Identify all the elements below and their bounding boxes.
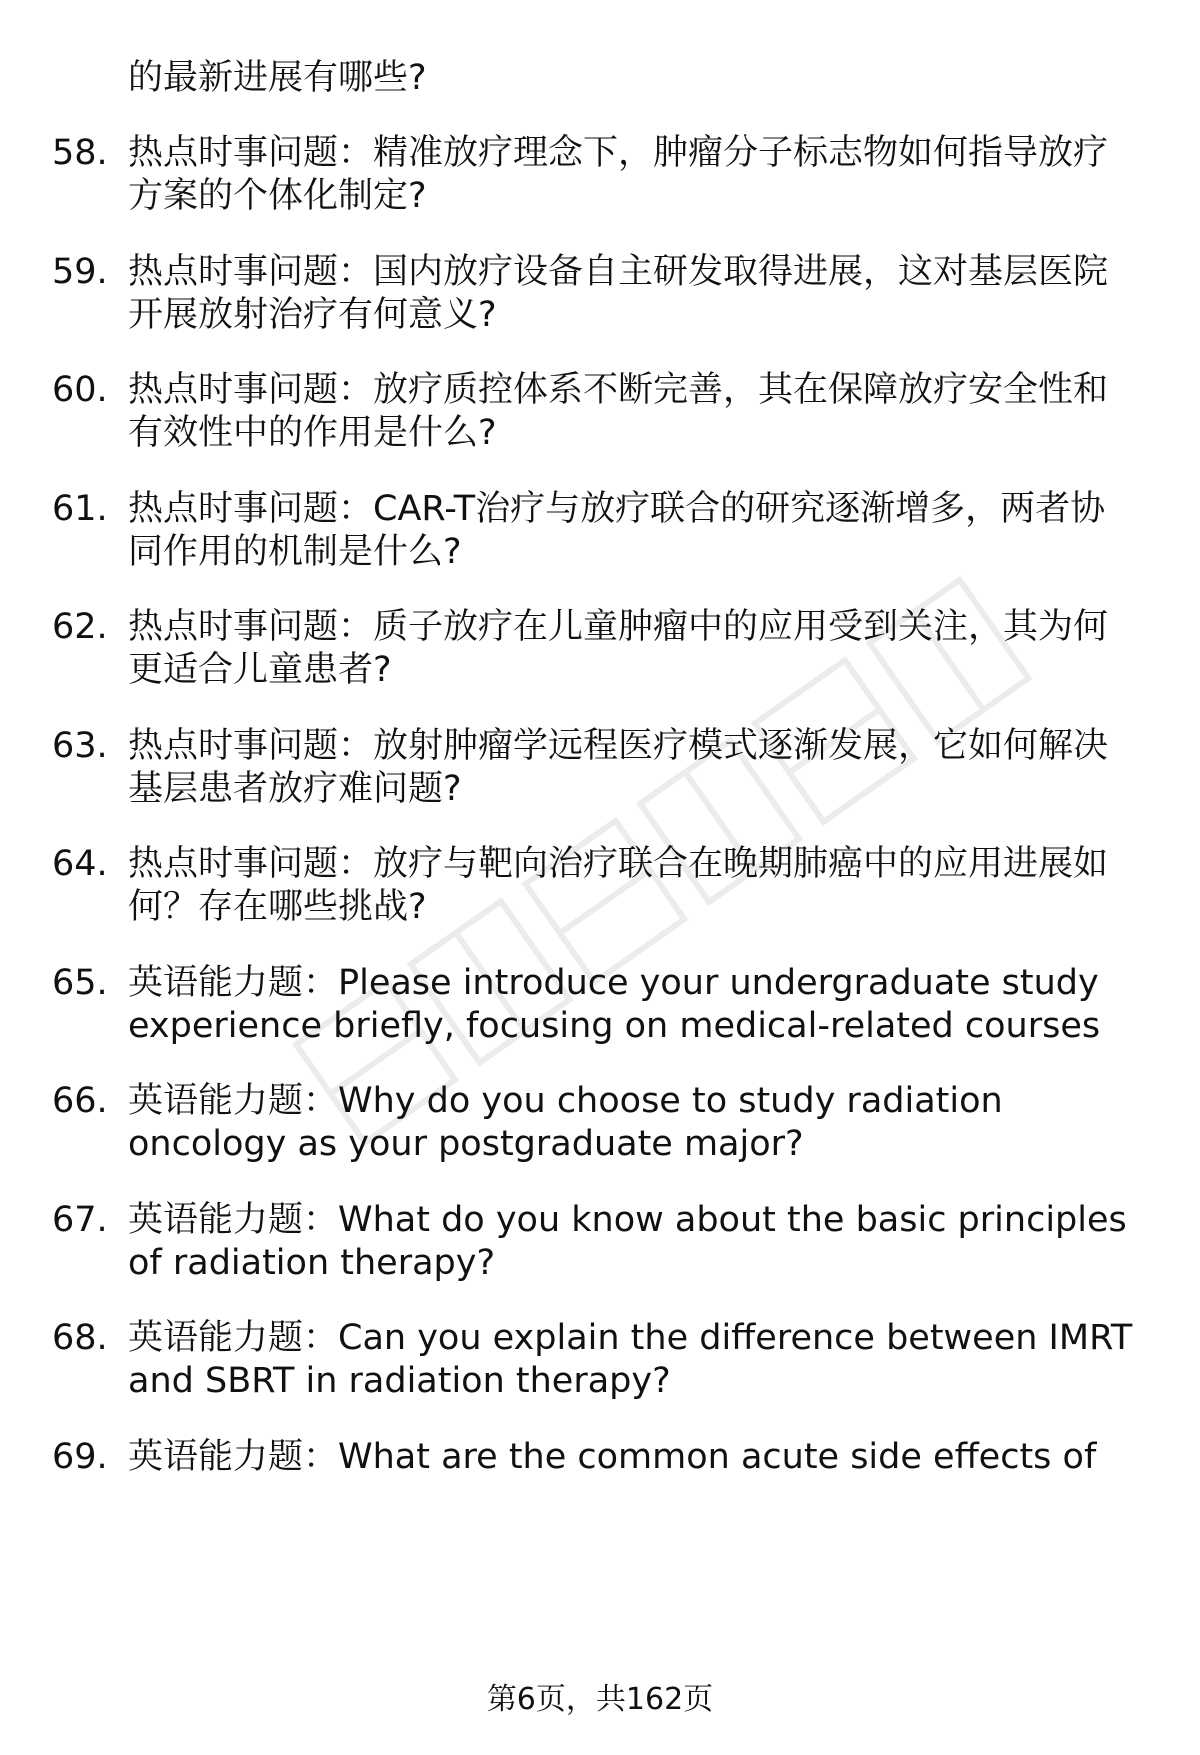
- question-text-line: 热点时事问题：质子放疗在儿童肿瘤中的应用受到关注，其为何: [128, 607, 1109, 647]
- question-text-line: 热点时事问题：CAR-T治疗与放疗联合的研究逐渐增多，两者协: [128, 489, 1106, 529]
- question-number: 61.: [52, 489, 108, 529]
- question-text-line: 英语能力题：What are the common acute side effects of: [128, 1437, 1097, 1477]
- question-text-line: of radiation therapy?: [128, 1243, 496, 1283]
- question-text-line: 基层患者放疗难问题?: [128, 769, 462, 809]
- question-text-line: 何？存在哪些挑战?: [128, 887, 427, 927]
- question-number: 68.: [52, 1318, 108, 1358]
- question-text-line: 英语能力题：Can you explain the difference between IMRT: [128, 1318, 1133, 1358]
- question-text-line: 英语能力题：Please introduce your undergraduate study: [128, 963, 1099, 1003]
- question-text-line: 更适合儿童患者?: [128, 650, 392, 690]
- question-text-line: 英语能力题：What do you know about the basic principles: [128, 1200, 1127, 1240]
- question-number: 69.: [52, 1437, 108, 1477]
- question-text-line: 英语能力题：Why do you choose to study radiation: [128, 1081, 1003, 1121]
- question-text-line: experience briefly, focusing on medical-related courses: [128, 1006, 1101, 1046]
- question-number: 62.: [52, 607, 108, 647]
- question-text-line: 同作用的机制是什么?: [128, 532, 462, 572]
- question-number: 64.: [52, 844, 108, 884]
- question-text-line: and SBRT in radiation therapy?: [128, 1361, 671, 1401]
- question-text-line: oncology as your postgraduate major?: [128, 1124, 804, 1164]
- question-number: 58.: [52, 133, 108, 173]
- question-text-line: 热点时事问题：国内放疗设备自主研发取得进展，这对基层医院: [128, 252, 1109, 292]
- question-text-line: 的最新进展有哪些?: [128, 58, 427, 98]
- question-number: 65.: [52, 963, 108, 1003]
- question-number: 66.: [52, 1081, 108, 1121]
- question-text-line: 热点时事问题：精准放疗理念下，肿瘤分子标志物如何指导放疗: [128, 133, 1109, 173]
- question-number: 59.: [52, 252, 108, 292]
- page-footer: 第6页，共162页: [486, 1682, 714, 1717]
- question-text-line: 热点时事问题：放射肿瘤学远程医疗模式逐渐发展，它如何解决: [128, 726, 1109, 766]
- question-text-line: 方案的个体化制定?: [128, 176, 427, 216]
- question-text-line: 开展放射治疗有何意义?: [128, 295, 497, 335]
- question-number: 67.: [52, 1200, 108, 1240]
- question-number: 63.: [52, 726, 108, 766]
- question-text-line: 有效性中的作用是什么?: [128, 413, 497, 453]
- question-number: 60.: [52, 370, 108, 410]
- question-text-line: 热点时事问题：放疗与靶向治疗联合在晚期肺癌中的应用进展如: [128, 844, 1109, 884]
- question-text-line: 热点时事问题：放疗质控体系不断完善，其在保障放疗安全性和: [128, 370, 1109, 410]
